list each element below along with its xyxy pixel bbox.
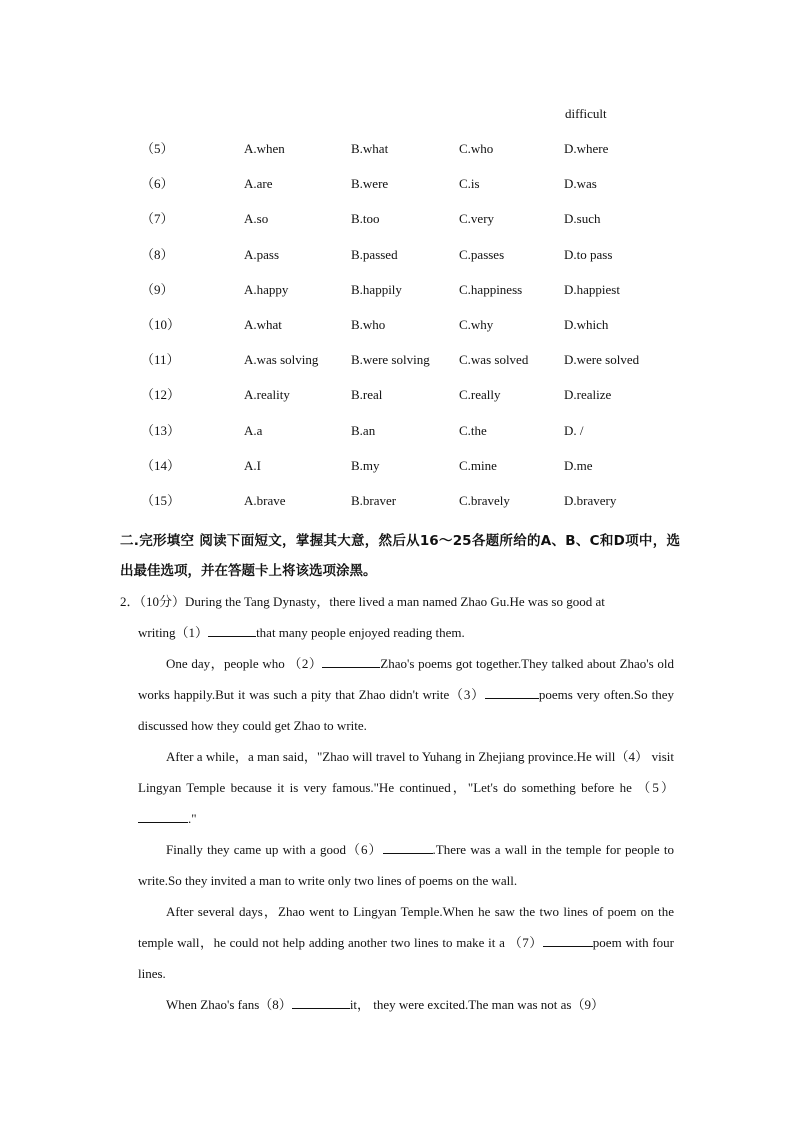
option-b[interactable]: B.were bbox=[351, 176, 389, 192]
option-a[interactable]: A.a bbox=[244, 422, 263, 438]
option-c[interactable]: C.the bbox=[459, 422, 487, 438]
paragraph-text: ." bbox=[188, 811, 197, 826]
paragraph-text: After several days，Zhao went to Lingyan Temple.When he saw the two lines of poem on the temple wall，he could not help adding another two lines to make it a （7） bbox=[138, 904, 674, 950]
blank-6[interactable] bbox=[383, 839, 433, 854]
option-number: （6） bbox=[141, 176, 174, 192]
option-b[interactable]: B.passed bbox=[351, 246, 398, 262]
passage-paragraph-6 bbox=[120, 989, 674, 1020]
option-number: （8） bbox=[141, 246, 174, 262]
option-b[interactable]: B.my bbox=[351, 457, 380, 473]
option-number: （13） bbox=[141, 422, 181, 438]
paragraph-text: .There was a wall in the temple for people to write.So they invited a man to write only two lines of poems on the wall. bbox=[138, 842, 674, 888]
option-b[interactable]: B.what bbox=[351, 141, 389, 156]
option-b[interactable]: B.braver bbox=[351, 492, 397, 508]
paragraph-text: it， they were excited.The man was not as（9） bbox=[349, 997, 604, 1012]
paragraph-text: writing（1） bbox=[138, 625, 209, 640]
paragraph-text: After a while，a man said，"Zhao will travel to Yuhang in Zhejiang province.He will（4） visit Lingyan Temple because it is very famous."He continued，"Let's do something before he （5） bbox=[138, 749, 674, 795]
option-c[interactable]: C.was solved bbox=[459, 352, 529, 368]
option-a[interactable]: A.what bbox=[244, 316, 282, 332]
option-a[interactable]: A.pass bbox=[244, 246, 280, 262]
paragraph-text: poem with four lines. bbox=[138, 935, 675, 981]
blank-7[interactable] bbox=[543, 932, 593, 947]
question-label: 2． bbox=[120, 594, 140, 609]
passage-paragraph-5 bbox=[120, 896, 674, 989]
option-d[interactable]: D.realize bbox=[564, 387, 612, 403]
option-c[interactable]: C.who bbox=[459, 141, 494, 156]
option-c[interactable]: C.passes bbox=[459, 246, 505, 262]
option-number: （14） bbox=[141, 457, 181, 473]
option-c[interactable]: C.is bbox=[459, 176, 480, 192]
option-d[interactable]: D. / bbox=[564, 422, 584, 438]
option-a[interactable]: A.brave bbox=[244, 492, 286, 508]
option-number: （7） bbox=[141, 211, 174, 227]
blank-2[interactable] bbox=[322, 653, 380, 668]
option-number: （12） bbox=[141, 387, 181, 403]
option-d[interactable]: D.bravery bbox=[564, 492, 617, 508]
blank-1[interactable] bbox=[208, 622, 256, 637]
blank-3[interactable] bbox=[485, 684, 539, 699]
option-a[interactable]: A.was solving bbox=[244, 352, 319, 368]
option-b[interactable]: B.who bbox=[351, 316, 386, 332]
option-number: （15） bbox=[141, 492, 181, 508]
option-number: （10） bbox=[141, 316, 181, 332]
paragraph-text: Finally they came up with a good（6） bbox=[166, 842, 383, 857]
question-2-passage bbox=[120, 586, 674, 1020]
carry-over-option-text: difficult bbox=[565, 106, 607, 121]
option-c[interactable]: C.why bbox=[459, 316, 494, 332]
option-a[interactable]: A.reality bbox=[244, 387, 290, 403]
option-c[interactable]: C.mine bbox=[459, 457, 497, 473]
option-b[interactable]: B.an bbox=[351, 422, 376, 438]
option-d[interactable]: D.happiest bbox=[564, 281, 620, 297]
paragraph-text: Zhao's poems got together.They talked about Zhao's old works happily.But it was such a pity that Zhao didn't write（3） bbox=[138, 656, 675, 702]
option-c[interactable]: C.bravely bbox=[459, 492, 510, 508]
blank-8[interactable] bbox=[292, 994, 350, 1009]
option-number: （5） bbox=[141, 141, 174, 156]
option-b[interactable]: B.were solving bbox=[351, 352, 430, 368]
option-d[interactable]: D.such bbox=[564, 211, 601, 227]
passage-paragraph-3 bbox=[120, 741, 674, 834]
paragraph-text: During the Tang Dynasty，there lived a man named Zhao Gu.He was so good at bbox=[185, 594, 605, 609]
paragraph-text: poems very often.So they discussed how they could get Zhao to write. bbox=[138, 687, 674, 733]
option-b[interactable]: B.too bbox=[351, 211, 380, 227]
blank-5[interactable] bbox=[138, 808, 188, 823]
option-a[interactable]: A.I bbox=[244, 457, 261, 473]
option-a[interactable]: A.are bbox=[244, 176, 273, 192]
section-title: 二.完形填空 阅读下面短文，掌握其大意，然后从16～25各题所给的A、B、C和D项中，选出最佳选项，并在答题卡上将该选项涂黑。 bbox=[120, 533, 680, 579]
option-number: （9） bbox=[141, 281, 174, 297]
passage-paragraph-4 bbox=[120, 834, 674, 896]
passage-paragraph-2 bbox=[120, 648, 674, 741]
option-number: （11） bbox=[141, 352, 180, 368]
question-score: （10分） bbox=[139, 594, 186, 609]
option-a[interactable]: A.happy bbox=[244, 281, 289, 297]
option-c[interactable]: C.really bbox=[459, 387, 501, 403]
option-d[interactable]: D.which bbox=[564, 316, 609, 332]
option-c[interactable]: C.very bbox=[459, 211, 495, 227]
option-b[interactable]: B.real bbox=[351, 387, 383, 403]
option-a[interactable]: A.so bbox=[244, 211, 269, 227]
passage-paragraph-1 bbox=[120, 586, 674, 648]
paragraph-text: One day，people who （2） bbox=[166, 656, 323, 671]
option-b[interactable]: B.happily bbox=[351, 281, 402, 297]
option-d[interactable]: D.to pass bbox=[564, 246, 613, 262]
paragraph-text: that many people enjoyed reading them. bbox=[256, 625, 465, 640]
option-d[interactable]: D.me bbox=[564, 457, 593, 473]
option-c[interactable]: C.happiness bbox=[459, 281, 523, 297]
option-d[interactable]: D.where bbox=[564, 141, 609, 156]
option-d[interactable]: D.were solved bbox=[564, 352, 640, 368]
paragraph-text: When Zhao's fans（8） bbox=[166, 997, 292, 1012]
option-a[interactable]: A.when bbox=[244, 141, 285, 156]
option-d[interactable]: D.was bbox=[564, 176, 597, 192]
